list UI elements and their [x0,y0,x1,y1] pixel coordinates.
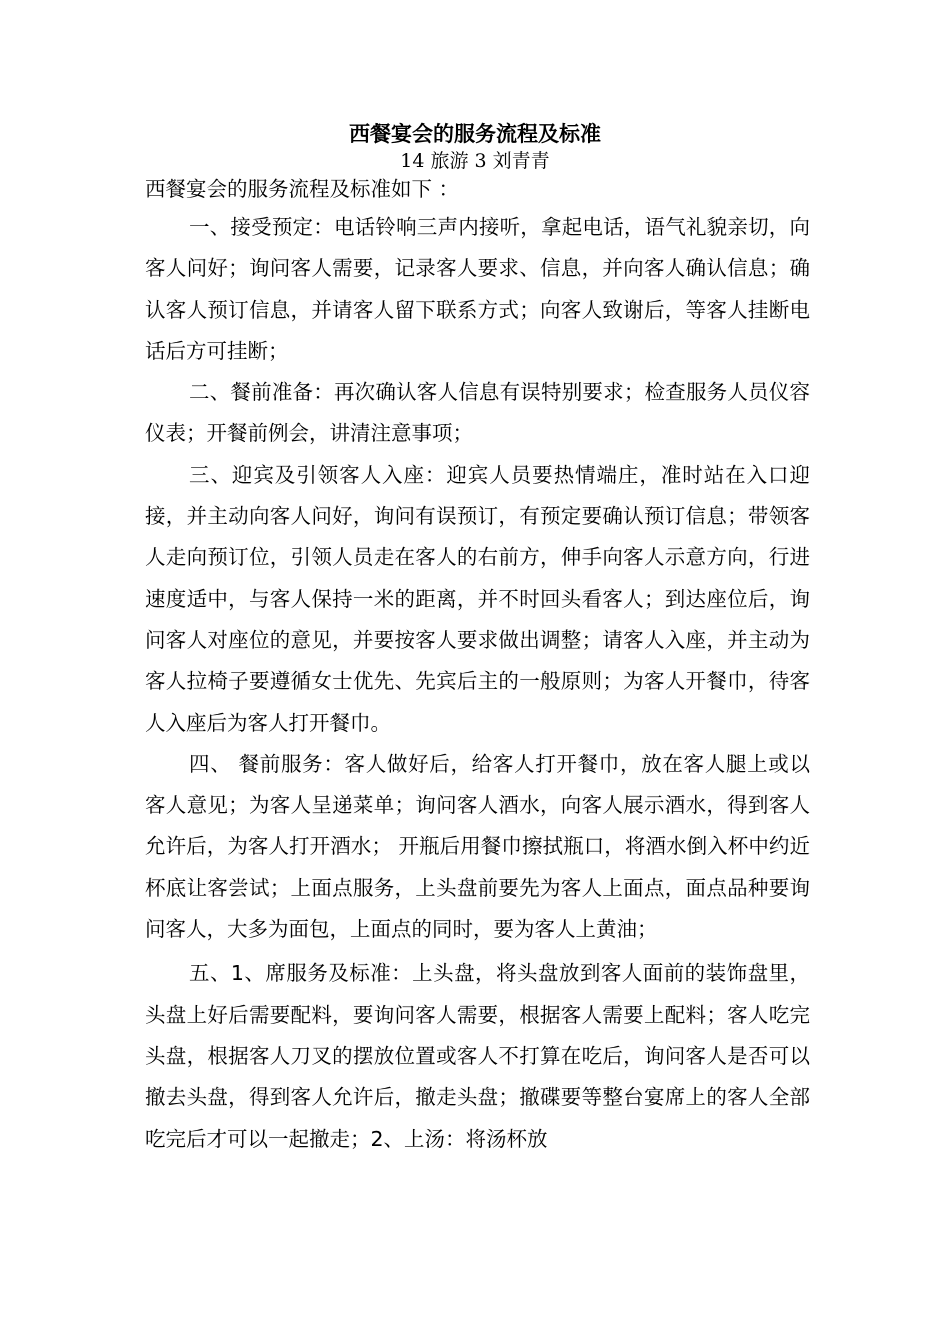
paragraph-preparation: 二、餐前准备：再次确认客人信息有误特别要求；检查服务人员仪容仪表；开餐前例会，讲清注意事项； [145,380,810,446]
intro-line: 西餐宴会的服务流程及标准如下 ： [145,177,460,201]
document-body [145,176,810,1160]
document-byline: 14 旅游 3 刘青青 [400,150,550,172]
document-title: 西餐宴会的服务流程及标准 [349,121,601,146]
paragraph-reservation: 一、接受预定：电话铃响三声内接听，拿起电话，语气礼貌亲切，向客人问好；询问客人需要，记录客人要求、信息，并向客人确认信息；确认客人预订信息，并请客人留下联系方式；向客人致谢后，等客人挂断电话后方可挂断； [145,215,810,363]
paragraph-greeting-seating: 三、迎宾及引领客人入座：迎宾人员要热情端庄，准时站在入口迎接，并主动向客人问好，询问有误预订，有预定要确认预订信息；带领客人走向预订位，引领人员走在客人的右前方，伸手向客人示意方向，行进速度适中，与客人保持一米的距离，并不时回头看客人；到达座位后，询问客人对座位的意见，并要按客人要求做出调整；请客人入座，并主动为客人拉椅子要遵循女士优先、先宾后主的一般原则；为客人开餐巾，待客人入座后为客人打开餐巾。 [145,462,810,735]
paragraph-table-service: 五、1、席服务及标准：上头盘，将头盘放到客人面前的装饰盘里，头盘上好后需要配料，要询问客人需要，根据客人需要上配料；客人吃完头盘，根据客人刀叉的摆放位置或客人不打算在吃后，询问客人是否可以撤去头盘，得到客人允许后，撤走头盘；撤碟要等整台宴席上的客人全部吃完后才可以一起撤走；2、上汤：将汤杯放 [145,961,810,1151]
paragraph-pre-meal-service: 四、 餐前服务：客人做好后，给客人打开餐巾，放在客人腿上或以客人意见；为客人呈递菜单；询问客人酒水，向客人展示酒水，得到客人允许后，为客人打开酒水； 开瓶后用餐巾擦拭瓶口，将酒水倒入杯中约近杯底让客尝试；上面点服务，上头盘前要先为客人上面点，面点品种要询问客人，大多为面包，上面点的同时，要为客人上黄油； [145,751,810,942]
